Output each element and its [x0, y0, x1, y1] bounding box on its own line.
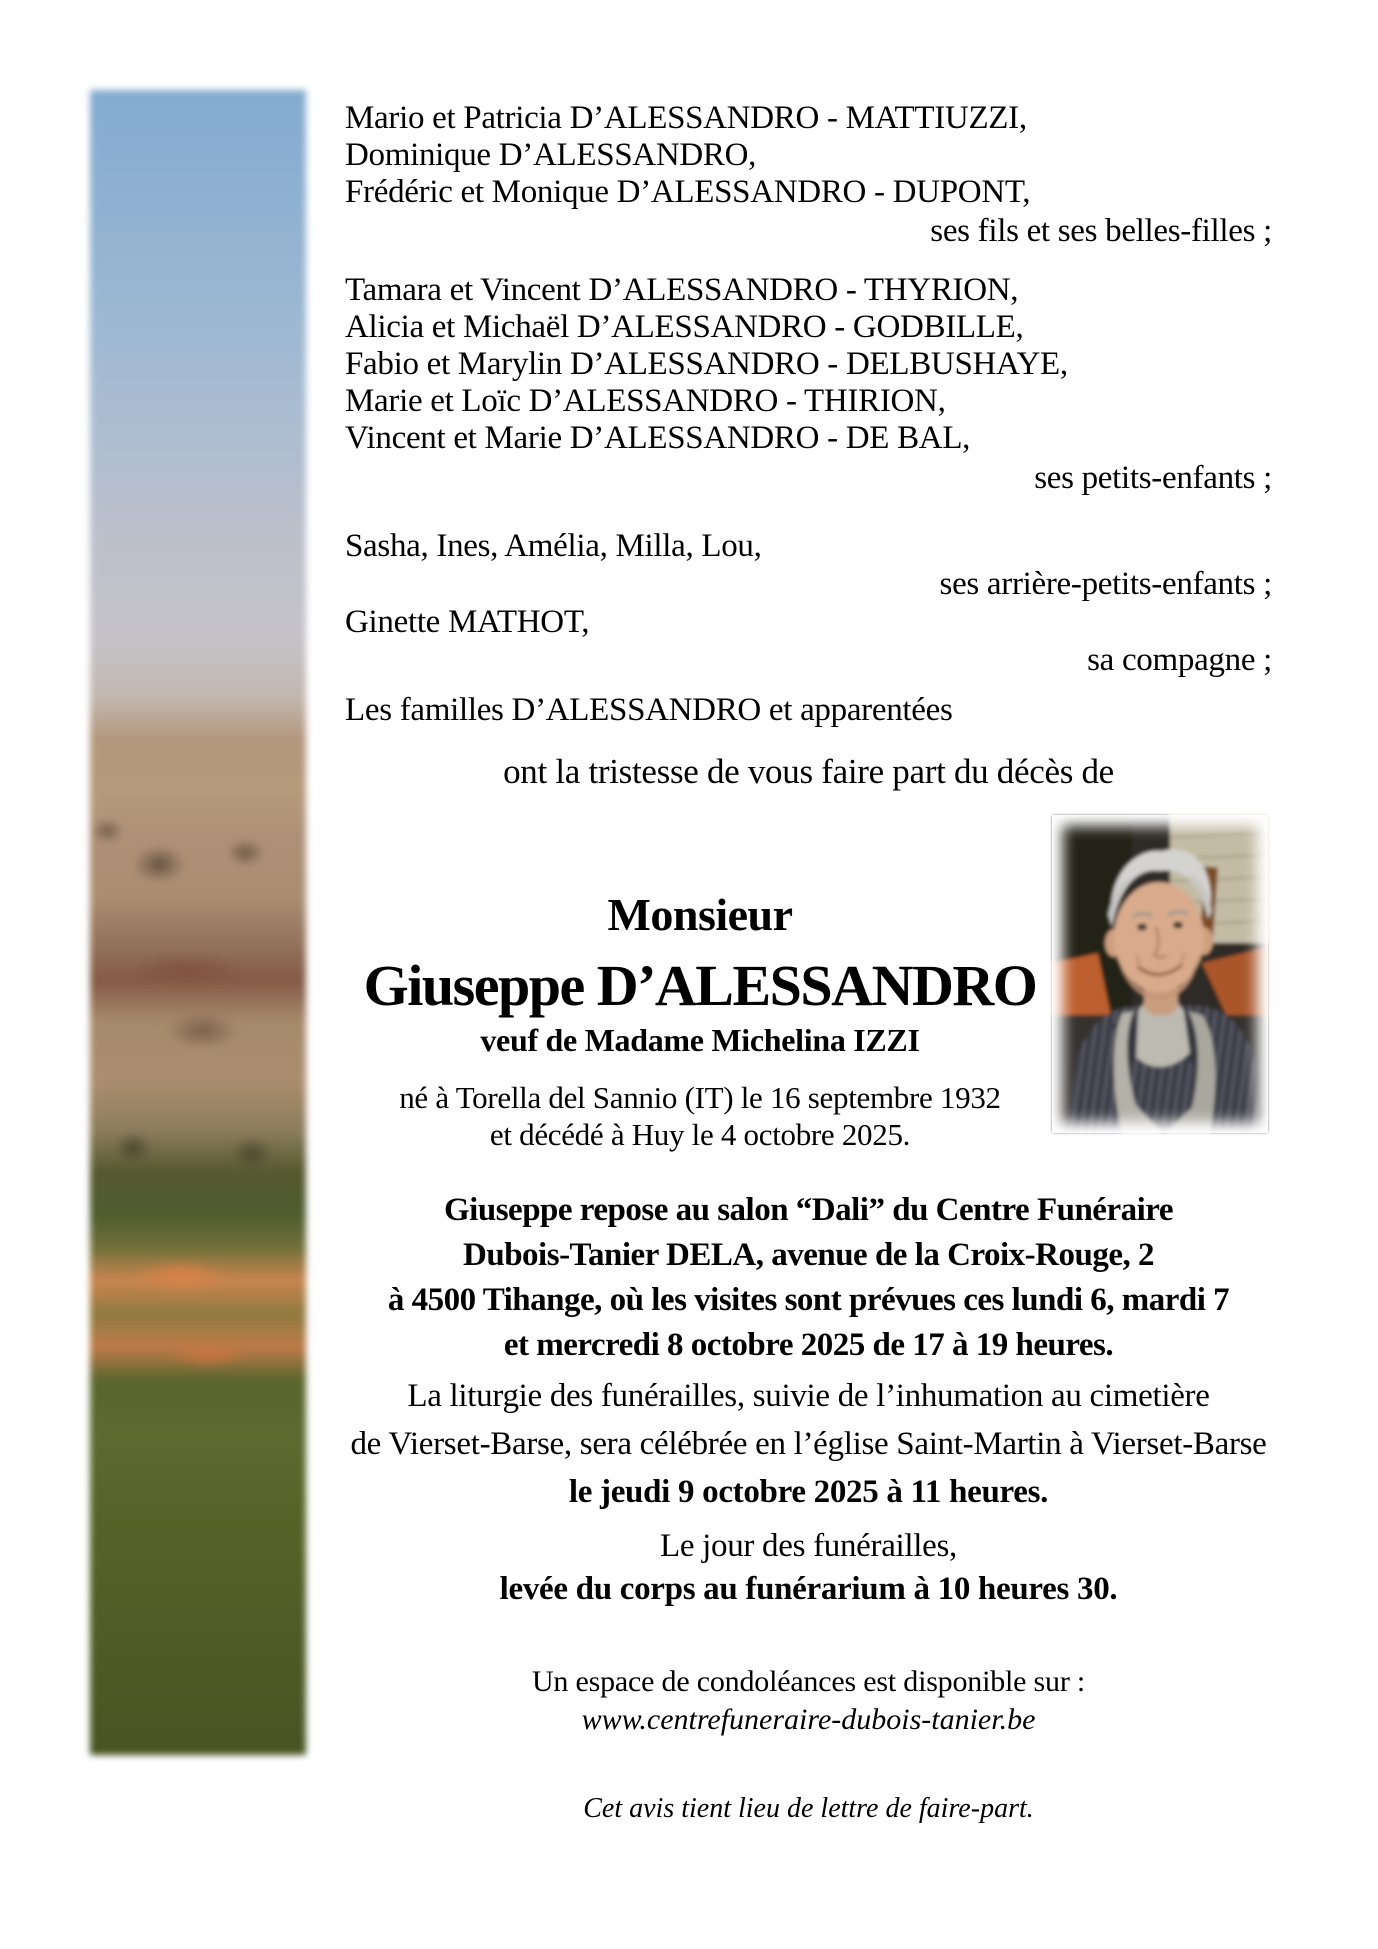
deceased-death-line: et décédé à Huy le 4 octobre 2025.: [489, 1117, 911, 1152]
deceased-widower-line: veuf de Madame Michelina IZZI: [480, 1022, 920, 1058]
children-names-line: Mario et Patricia D’ALESSANDRO - MATTIUZZI,: [345, 100, 1027, 136]
funeral-day-bold-line: levée du corps au funérarium à 10 heures 30.: [499, 1571, 1118, 1607]
funeral-day-line: Le jour des funérailles,: [659, 1528, 958, 1564]
partner-name-line: Ginette MATHOT,: [345, 604, 590, 640]
condolences-line: Un espace de condoléances est disponible sur :: [531, 1665, 1086, 1698]
condolences-website: www.centrefuneraire-dubois-tanier.be: [581, 1703, 1036, 1736]
grandchildren-qualifier: ses petits-enfants ;: [1034, 460, 1272, 496]
grandchildren-names-line: Marie et Loïc D’ALESSANDRO - THIRION,: [345, 383, 946, 419]
visitation-line: à 4500 Tihange, où les visites sont prévues ces lundi 6, mardi 7: [387, 1282, 1230, 1318]
village-photo-strip: [90, 90, 306, 1755]
deceased-title: Monsieur: [607, 889, 793, 940]
visitation-paragraph: [345, 1188, 1272, 1368]
partner-qualifier: sa compagne ;: [1087, 642, 1272, 678]
visitation-line: Giuseppe repose au salon “Dali” du Centre Funéraire: [444, 1192, 1173, 1228]
deceased-birth-line: né à Torella del Sannio (IT) le 16 septembre 1932: [399, 1080, 1001, 1115]
children-names-line: Frédéric et Monique D’ALESSANDRO - DUPONT,: [345, 174, 1031, 210]
grandchildren-names-line: Alicia et Michaël D’ALESSANDRO - GODBILLE,: [345, 309, 1024, 345]
liturgy-line: La liturgie des funérailles, suivie de l’inhumation au cimetière: [407, 1378, 1210, 1414]
liturgy-line: de Vierset-Barse, sera célébrée en l’église Saint-Martin à Vierset-Barse: [350, 1426, 1267, 1462]
visitation-line: et mercredi 8 octobre 2025 de 17 à 19 heures.: [503, 1327, 1114, 1363]
families-line: Les familles D’ALESSANDRO et apparentées: [345, 692, 953, 728]
grandchildren-names-line: Tamara et Vincent D’ALESSANDRO - THYRION,: [345, 272, 1019, 308]
footer-notice: Cet avis tient lieu de lettre de faire-part.: [583, 1793, 1034, 1824]
portrait-illustration: [1052, 815, 1268, 1133]
liturgy-paragraph: [345, 1372, 1272, 1516]
great-grandchildren-names-line: Sasha, Ines, Amélia, Milla, Lou,: [345, 528, 762, 564]
grandchildren-names-line: Fabio et Marylin D’ALESSANDRO - DELBUSHAYE,: [345, 346, 1068, 382]
grandchildren-names-line: Vincent et Marie D’ALESSANDRO - DE BAL,: [345, 420, 971, 456]
children-names-line: Dominique D’ALESSANDRO,: [345, 137, 757, 173]
children-qualifier: ses fils et ses belles-filles ;: [930, 213, 1272, 249]
announcement-line: ont la tristesse de vous faire part du décès de: [503, 752, 1114, 791]
visitation-line: Dubois-Tanier DELA, avenue de la Croix-Rouge, 2: [463, 1237, 1154, 1273]
deceased-portrait-photo: [1052, 815, 1268, 1133]
great-grandchildren-qualifier: ses arrière-petits-enfants ;: [939, 566, 1272, 602]
deceased-name: Giuseppe D’ALESSANDRO: [363, 953, 1037, 1018]
liturgy-date-line: le jeudi 9 octobre 2025 à 11 heures.: [568, 1474, 1049, 1510]
